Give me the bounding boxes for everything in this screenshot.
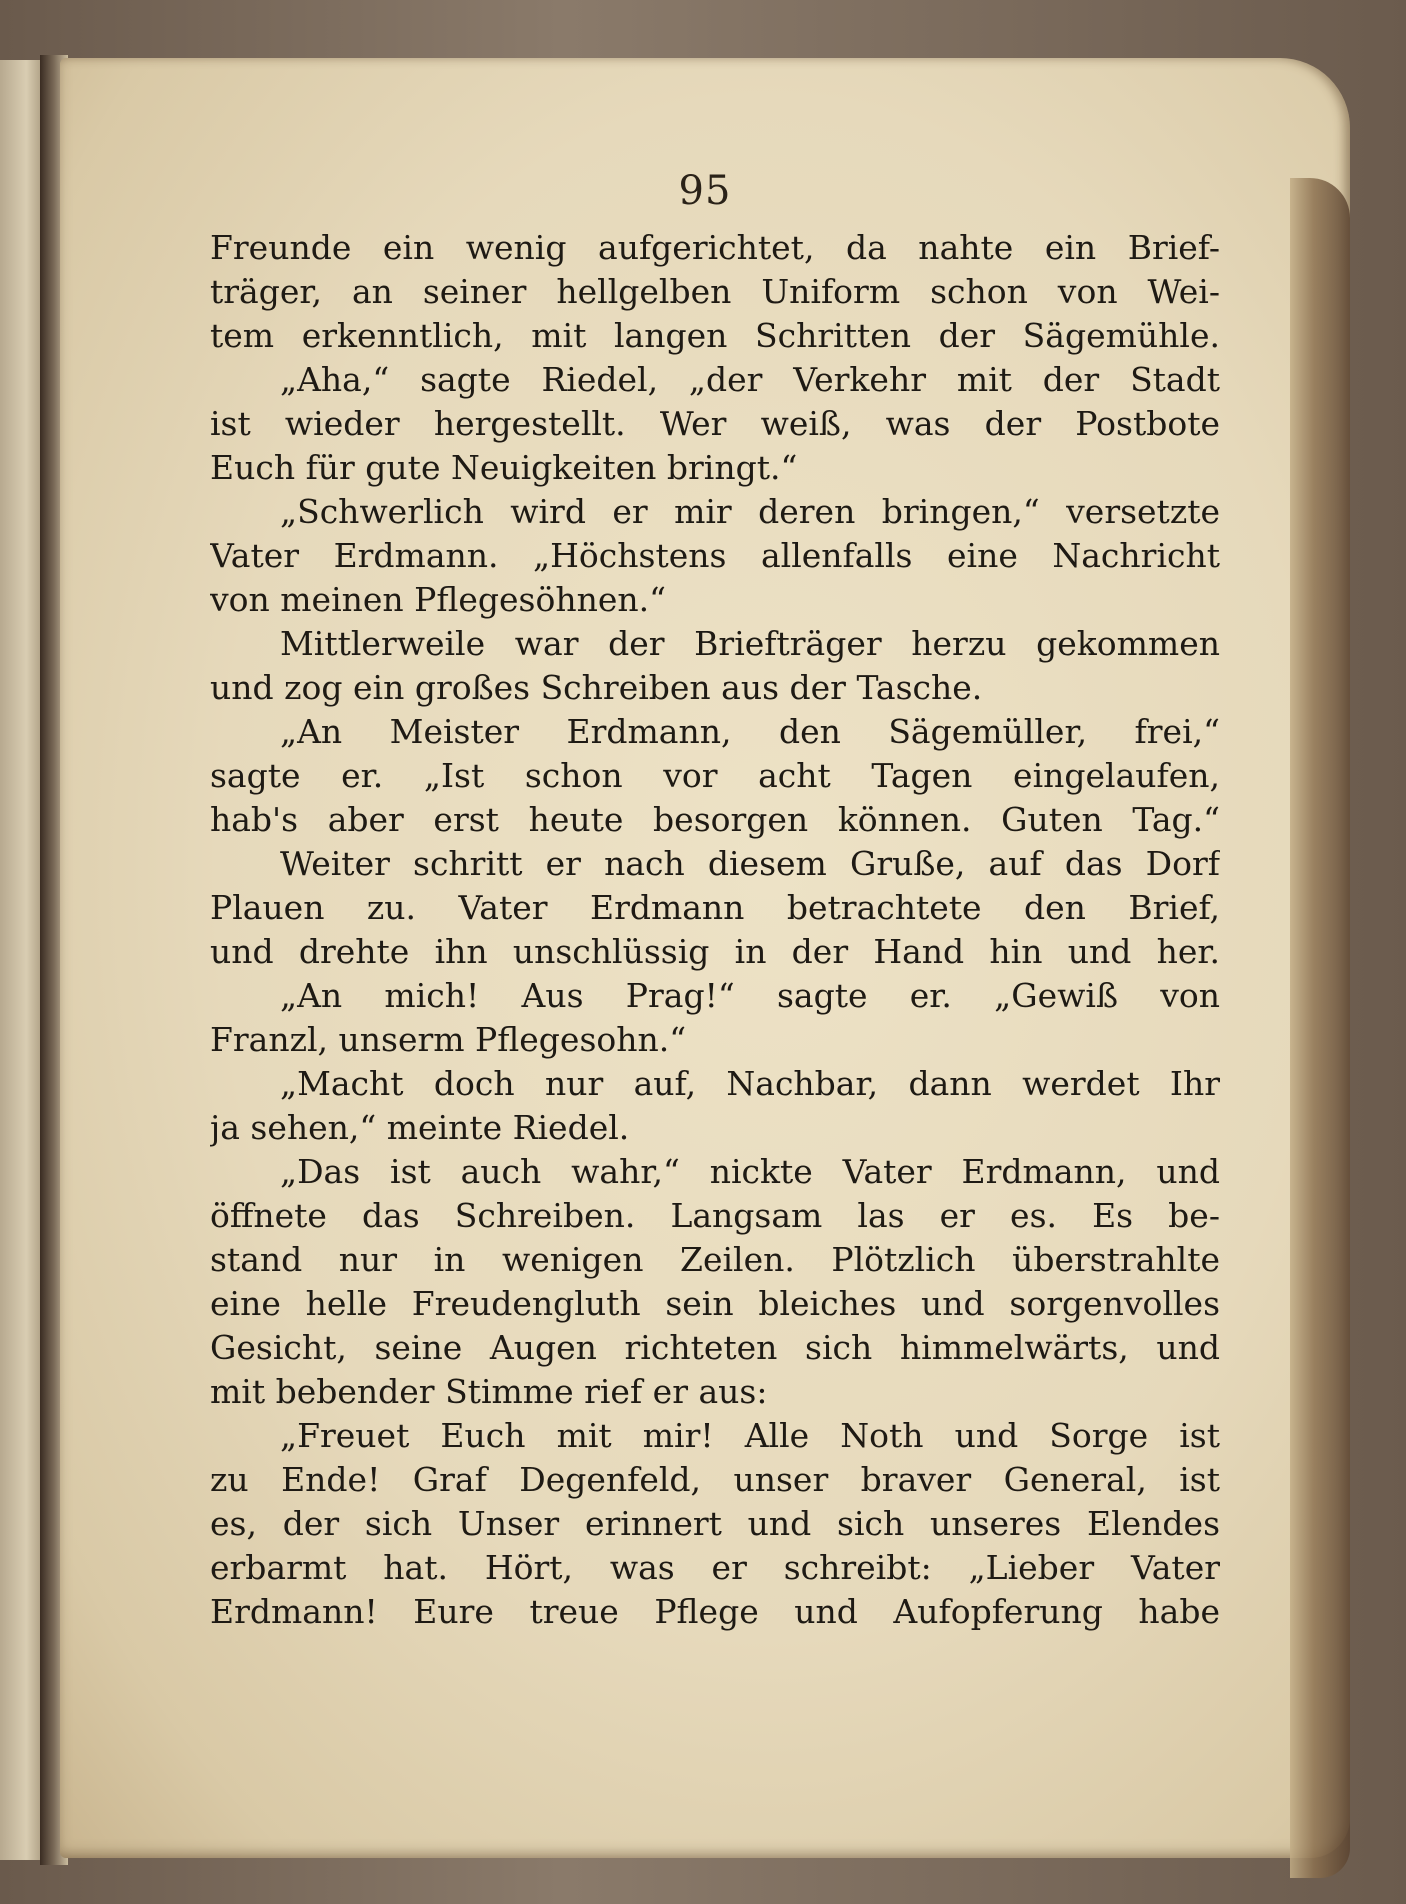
- text-line: sagte er. „Ist schon vor acht Tagen eingelaufen,: [210, 756, 1220, 795]
- text-line: tem erkenntlich, mit langen Schritten der Sägemühle.: [210, 316, 1220, 355]
- text-line: Franzl, unserm Pflegesohn.“: [210, 1020, 687, 1059]
- text-line: ist wieder hergestellt. Wer weiß, was der Postbote: [210, 404, 1220, 443]
- worn-page-edge: [1290, 178, 1350, 1878]
- text-line: Plauen zu. Vater Erdmann betrachtete den Brief,: [210, 888, 1220, 927]
- text-line: erbarmt hat. Hört, was er schreibt: „Lieber Vater: [210, 1548, 1220, 1587]
- text-line: zu Ende! Graf Degenfeld, unser braver General, ist: [210, 1460, 1220, 1499]
- text-line: und zog ein großes Schreiben aus der Tasche.: [210, 668, 983, 707]
- text-line: stand nur in wenigen Zeilen. Plötzlich überstrahlte: [210, 1240, 1220, 1279]
- text-line: „Schwerlich wird er mir deren bringen,“ versetzte: [280, 492, 1220, 531]
- text-line: Euch für gute Neuigkeiten bringt.“: [210, 448, 798, 487]
- text-line: Weiter schritt er nach diesem Gruße, auf das Dorf: [280, 844, 1220, 883]
- text-line: „Macht doch nur auf, Nachbar, dann werdet Ihr: [280, 1064, 1220, 1103]
- text-line: „Aha,“ sagte Riedel, „der Verkehr mit der Stadt: [280, 360, 1220, 399]
- text-line: Erdmann! Eure treue Pflege und Aufopferung habe: [210, 1592, 1220, 1631]
- text-line: Freunde ein wenig aufgerichtet, da nahte ein Brief-: [210, 228, 1220, 267]
- text-line: mit bebender Stimme rief er aus:: [210, 1372, 768, 1411]
- text-line: es, der sich Unser erinnert und sich unseres Elendes: [210, 1504, 1220, 1543]
- text-line: von meinen Pflegesöhnen.“: [210, 580, 667, 619]
- text-line: ja sehen,“ meinte Riedel.: [210, 1108, 630, 1147]
- body-text: [210, 226, 1220, 1634]
- text-line: öffnete das Schreiben. Langsam las er es. Es be-: [210, 1196, 1220, 1235]
- text-line: träger, an seiner hellgelben Uniform schon von Wei-: [210, 272, 1220, 311]
- book-page: [60, 58, 1350, 1858]
- text-line: und drehte ihn unschlüssig in der Hand hin und her.: [210, 932, 1220, 971]
- text-line: eine helle Freudengluth sein bleiches und sorgenvolles: [210, 1284, 1220, 1323]
- text-line: Mittlerweile war der Briefträger herzu gekommen: [280, 624, 1220, 663]
- text-line: „Das ist auch wahr,“ nickte Vater Erdmann, und: [280, 1152, 1220, 1191]
- text-line: „An mich! Aus Prag!“ sagte er. „Gewiß von: [280, 976, 1220, 1015]
- text-line: hab's aber erst heute besorgen können. Guten Tag.“: [210, 800, 1220, 839]
- text-line: Vater Erdmann. „Höchstens allenfalls eine Nachricht: [210, 536, 1220, 575]
- text-line: „Freuet Euch mit mir! Alle Noth und Sorge ist: [280, 1416, 1220, 1455]
- text-line: Gesicht, seine Augen richteten sich himmelwärts, und: [210, 1328, 1220, 1367]
- page-number: 95: [678, 168, 732, 214]
- text-line: „An Meister Erdmann, den Sägemüller, frei,“: [280, 712, 1220, 751]
